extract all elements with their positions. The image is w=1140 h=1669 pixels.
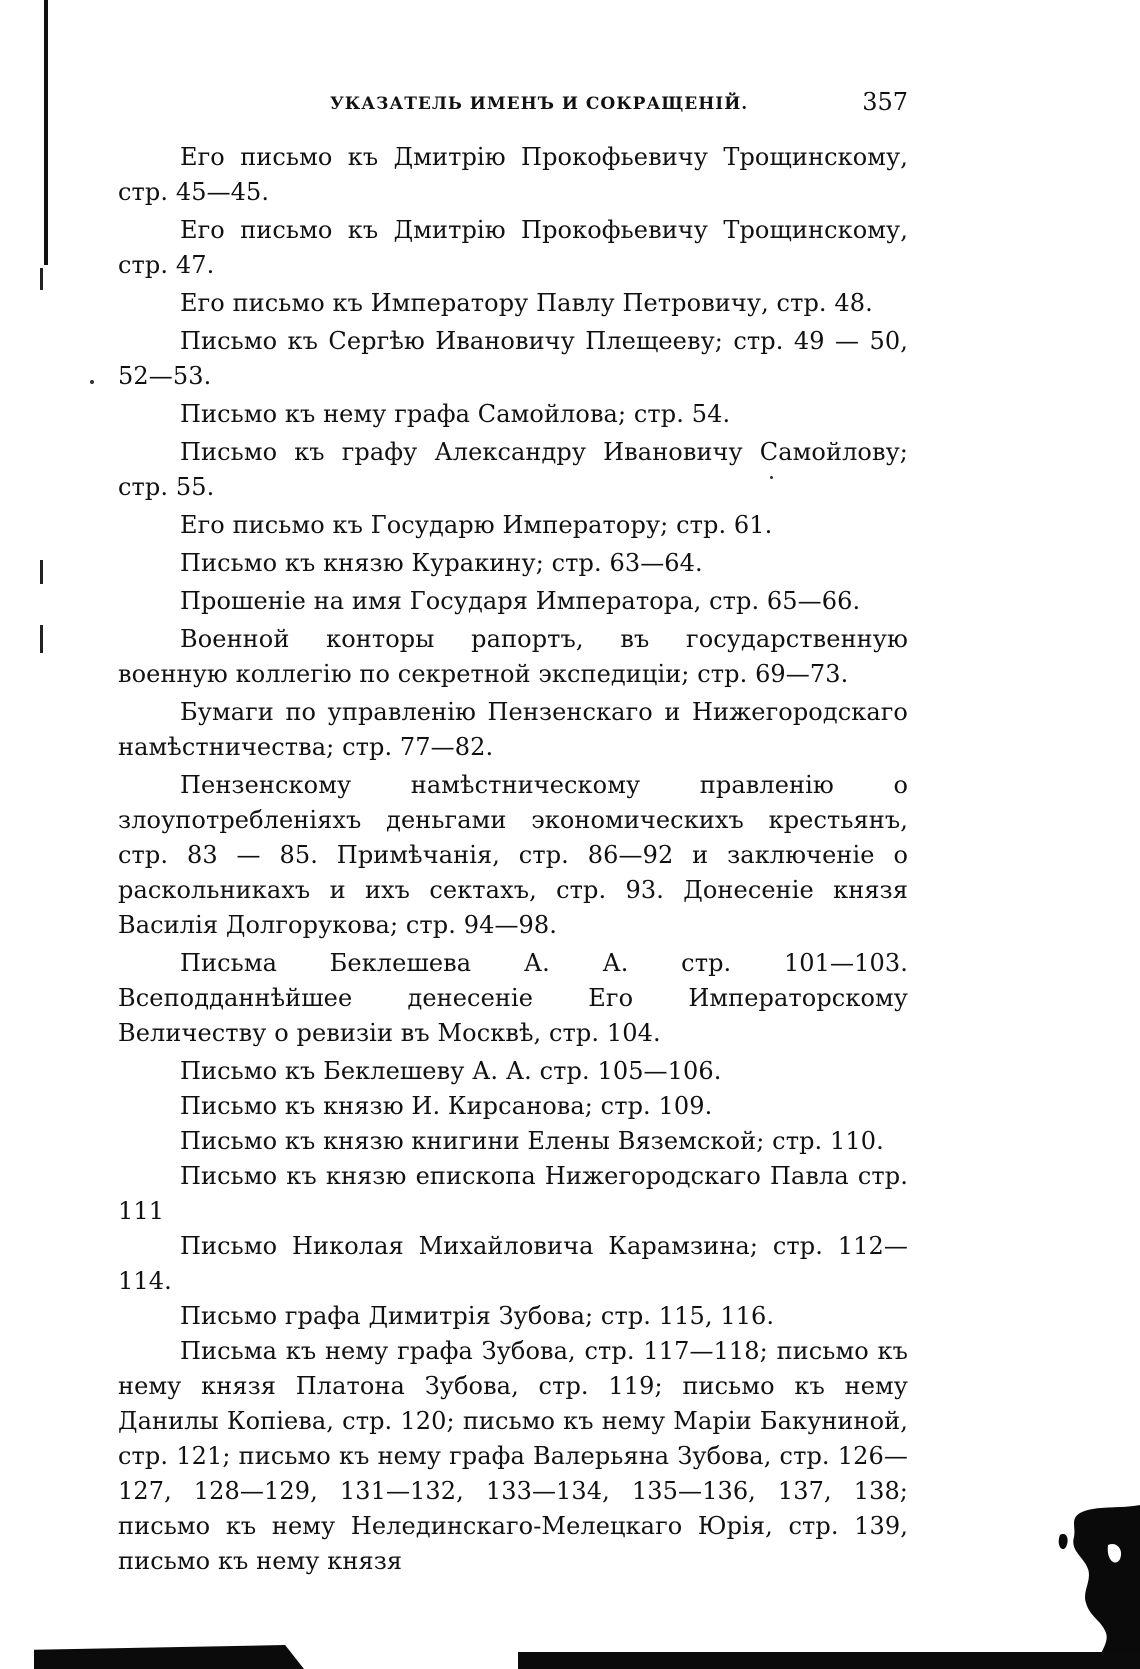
index-entries — [118, 140, 908, 1582]
index-entry: Прошеніе на имя Государя Императора, стр. 65—66. — [180, 587, 861, 615]
index-entry: Письмо къ графу Александру Ивановичу Самойлову; стр. 55. — [118, 438, 908, 501]
index-entry: Письмо къ князю книгини Елены Вяземской; стр. 110. — [180, 1127, 884, 1155]
page-number: 357 — [862, 88, 908, 116]
index-entry: Письмо къ князю И. Кирсанова; стр. 109. — [180, 1092, 713, 1120]
index-entry: Его письмо къ Государю Императору; стр. 61. — [180, 511, 773, 539]
running-header — [118, 88, 908, 118]
binding-edge-mark — [40, 625, 43, 653]
index-entry: Письмо къ Беклешеву А. А. стр. 105—106. — [180, 1057, 722, 1085]
scan-bottom-shadow-right — [518, 1652, 1140, 1669]
index-entry: Письмо графа Димитрія Зубова; стр. 115, 116. — [180, 1302, 775, 1330]
scan-bottom-shadow-left — [34, 1645, 304, 1669]
binding-edge-mark — [40, 268, 43, 290]
index-entry: Письмо къ князю епископа Нижегородскаго Павла стр. 111 — [118, 1162, 908, 1225]
binding-edge-mark — [40, 560, 43, 584]
index-entry: Его письмо къ Дмитрію Прокофьевичу Трощинскому, стр. 45—45. — [118, 143, 908, 206]
index-entry: Письма Беклешева А. А. стр. 101—103. Всеподданнѣйшее денесеніе Его Императорскому Величеству о ревизіи въ Москвѣ, стр. 104. — [118, 949, 908, 1047]
scan-edge-blot — [1040, 1505, 1140, 1669]
stray-ink-dot — [90, 380, 94, 384]
index-entry: Бумаги по управленію Пензенскаго и Нижегородскаго намѣстничества; стр. 77—82. — [118, 698, 908, 761]
index-entry: Его письмо къ Дмитрію Прокофьевичу Трощинскому, стр. 47. — [118, 216, 908, 279]
header-title: УКАЗАТЕЛЬ ИМЕНЪ И СОКРАЩЕНІЙ. — [330, 94, 749, 114]
index-entry: Письма къ нему графа Зубова, стр. 117—118; письмо къ нему князя Платона Зубова, стр. 119; письмо къ нему Данилы Копіева, стр. 120; письмо къ нему Маріи Бакуниной, стр. 121; письмо къ нему графа Валерьяна Зубова, стр. 126—127, 128—129, 131—132, 133—134, 135—136, 137, 138; письмо къ нему Нелединскаго-Мелецкаго Юрія, стр. 139, письмо къ нему князя — [118, 1337, 908, 1575]
index-entry: Военной конторы рапортъ, въ государственную военную коллегію по секретной экспедиціи; стр. 69—73. — [118, 625, 908, 688]
index-entry: Его письмо къ Императору Павлу Петровичу, стр. 48. — [180, 289, 873, 317]
binding-edge-line — [44, 0, 48, 265]
index-entry: Пензенскому намѣстническому правленію о злоупотребленіяхъ деньгами экономическихъ крестьянъ, стр. 83 — 85. Примѣчанія, стр. 86—92 и заключеніе о раскольникахъ и ихъ сектахъ, стр. 93. Донесеніе князя Василія Долгорукова; стр. 94—98. — [118, 771, 908, 939]
index-entry: Письмо Николая Михайловича Карамзина; стр. 112—114. — [118, 1232, 908, 1295]
index-entry: Письмо къ князю Куракину; стр. 63—64. — [180, 549, 703, 577]
index-entry: Письмо къ нему графа Самойлова; стр. 54. — [180, 400, 731, 428]
index-entry: Письмо къ Сергѣю Ивановичу Плещееву; стр. 49 — 50, 52—53. — [118, 327, 908, 390]
